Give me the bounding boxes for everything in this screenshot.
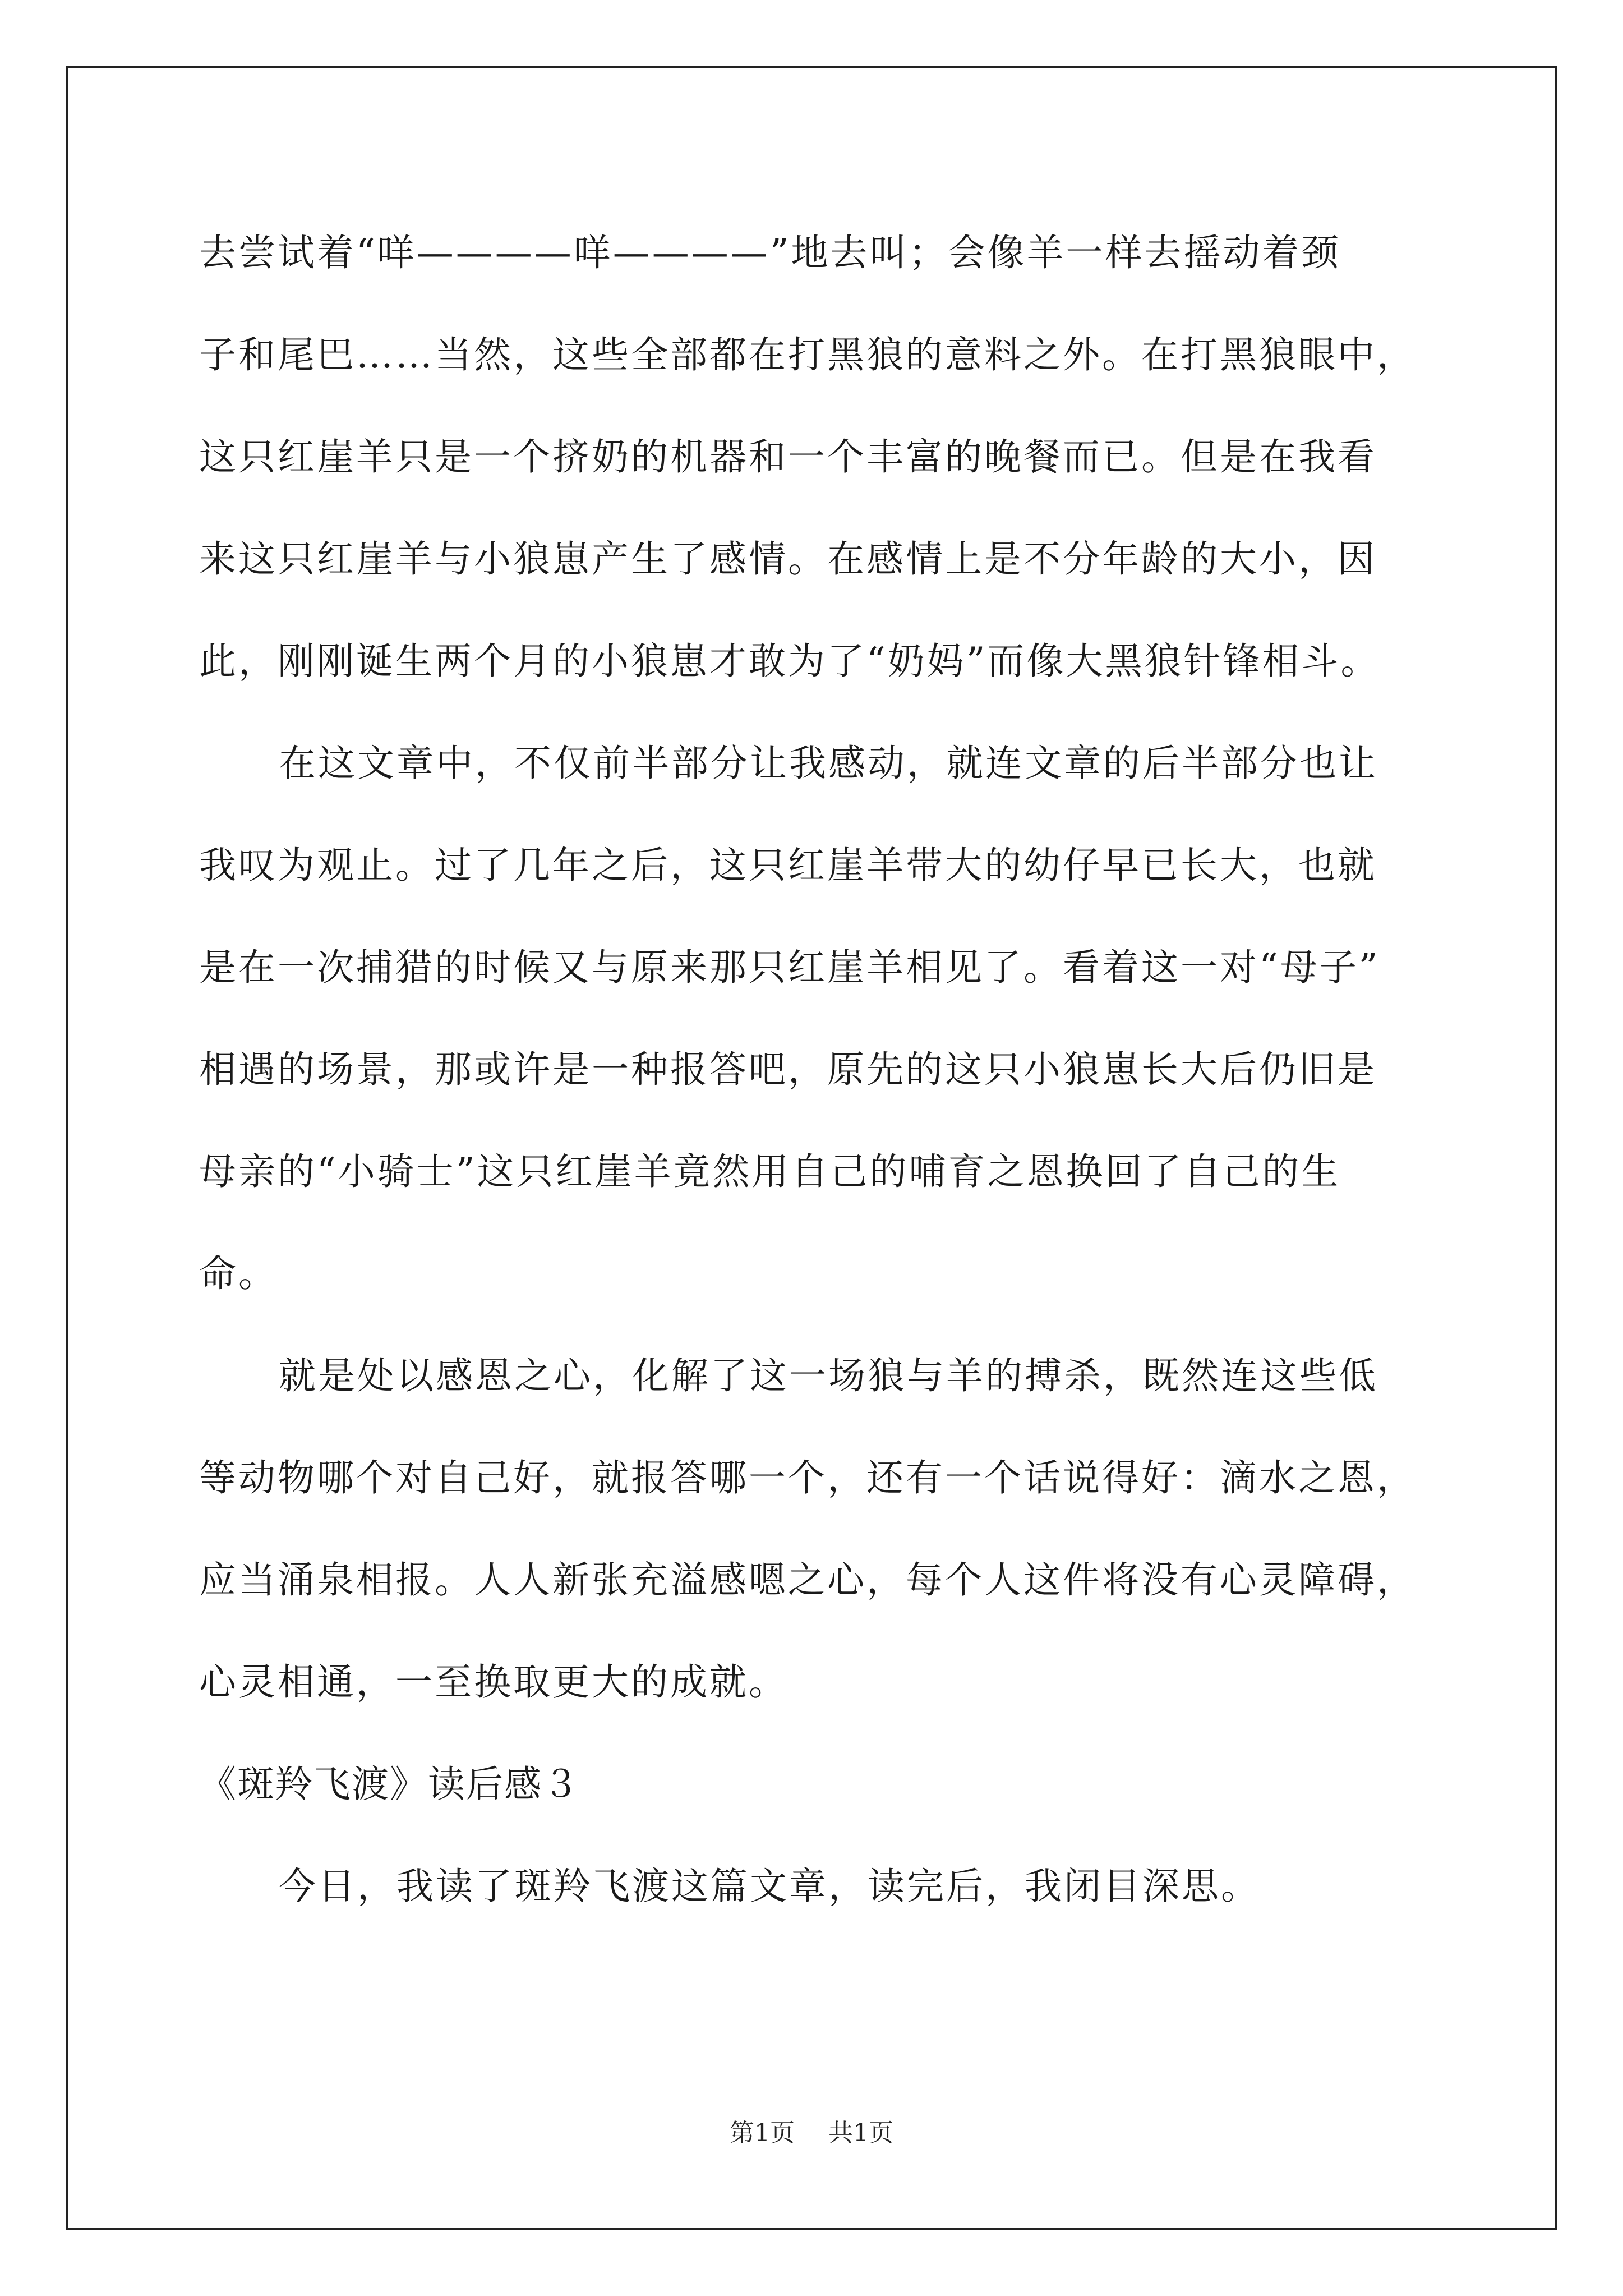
paragraph-start-line: 今日，我读了斑羚飞渡这篇文章，读完后，我闭目深思。 — [279, 1865, 1260, 1908]
page-footer — [0, 2116, 1623, 2150]
page-number: 第1页 — [730, 2119, 795, 2147]
text-line: 母亲的“小骑士”这只红崖羊竟然用自己的哺育之恩换回了自己的生 — [199, 1150, 1341, 1193]
text-line: 是在一次捕猎的时候又与原来那只红崖羊相见了。看着这一对“母子” — [199, 946, 1380, 989]
text-line: 相遇的场景，那或许是一种报答吧，原先的这只小狼崽长大后仍旧是 — [199, 1048, 1377, 1091]
paragraph-start-line: 在这文章中，不仅前半部分让我感动，就连文章的后半部分也让 — [279, 742, 1378, 785]
paragraph-start-line: 就是处以感恩之心，化解了这一场狼与羊的搏杀，既然连这些低 — [279, 1354, 1378, 1397]
text-line: 子和尾巴……当然，这些全部都在打黑狼的意料之外。在打黑狼眼中， — [199, 333, 1416, 376]
text-line: 此，刚刚诞生两个月的小狼崽才敢为了“奶妈”而像大黑狼针锋相斗。 — [199, 639, 1380, 683]
text-line: 这只红崖羊只是一个挤奶的机器和一个丰富的晚餐而已。但是在我看 — [199, 435, 1377, 478]
text-line: 我叹为观止。过了几年之后，这只红崖羊带大的幼仔早已长大，也就 — [199, 844, 1377, 887]
text-line: 命。 — [199, 1252, 278, 1295]
section-heading: 《斑羚飞渡》读后感３ — [199, 1763, 580, 1806]
page-total: 共1页 — [828, 2119, 893, 2147]
text-line: 等动物哪个对自己好，就报答哪一个，还有一个话说得好：滴水之恩， — [199, 1456, 1416, 1499]
text-line: 来这只红崖羊与小狼崽产生了感情。在感情上是不分年龄的大小，因 — [199, 537, 1377, 581]
document-body — [199, 202, 1444, 1938]
text-line: 应当涌泉相报。人人新张充溢感嗯之心，每个人这件将没有心灵障碍， — [199, 1558, 1416, 1602]
text-line: 心灵相通，一至换取更大的成就。 — [199, 1660, 788, 1704]
text-line: 去尝试着“咩————咩————”地去叫；会像羊一样去摇动着颈 — [199, 231, 1341, 274]
